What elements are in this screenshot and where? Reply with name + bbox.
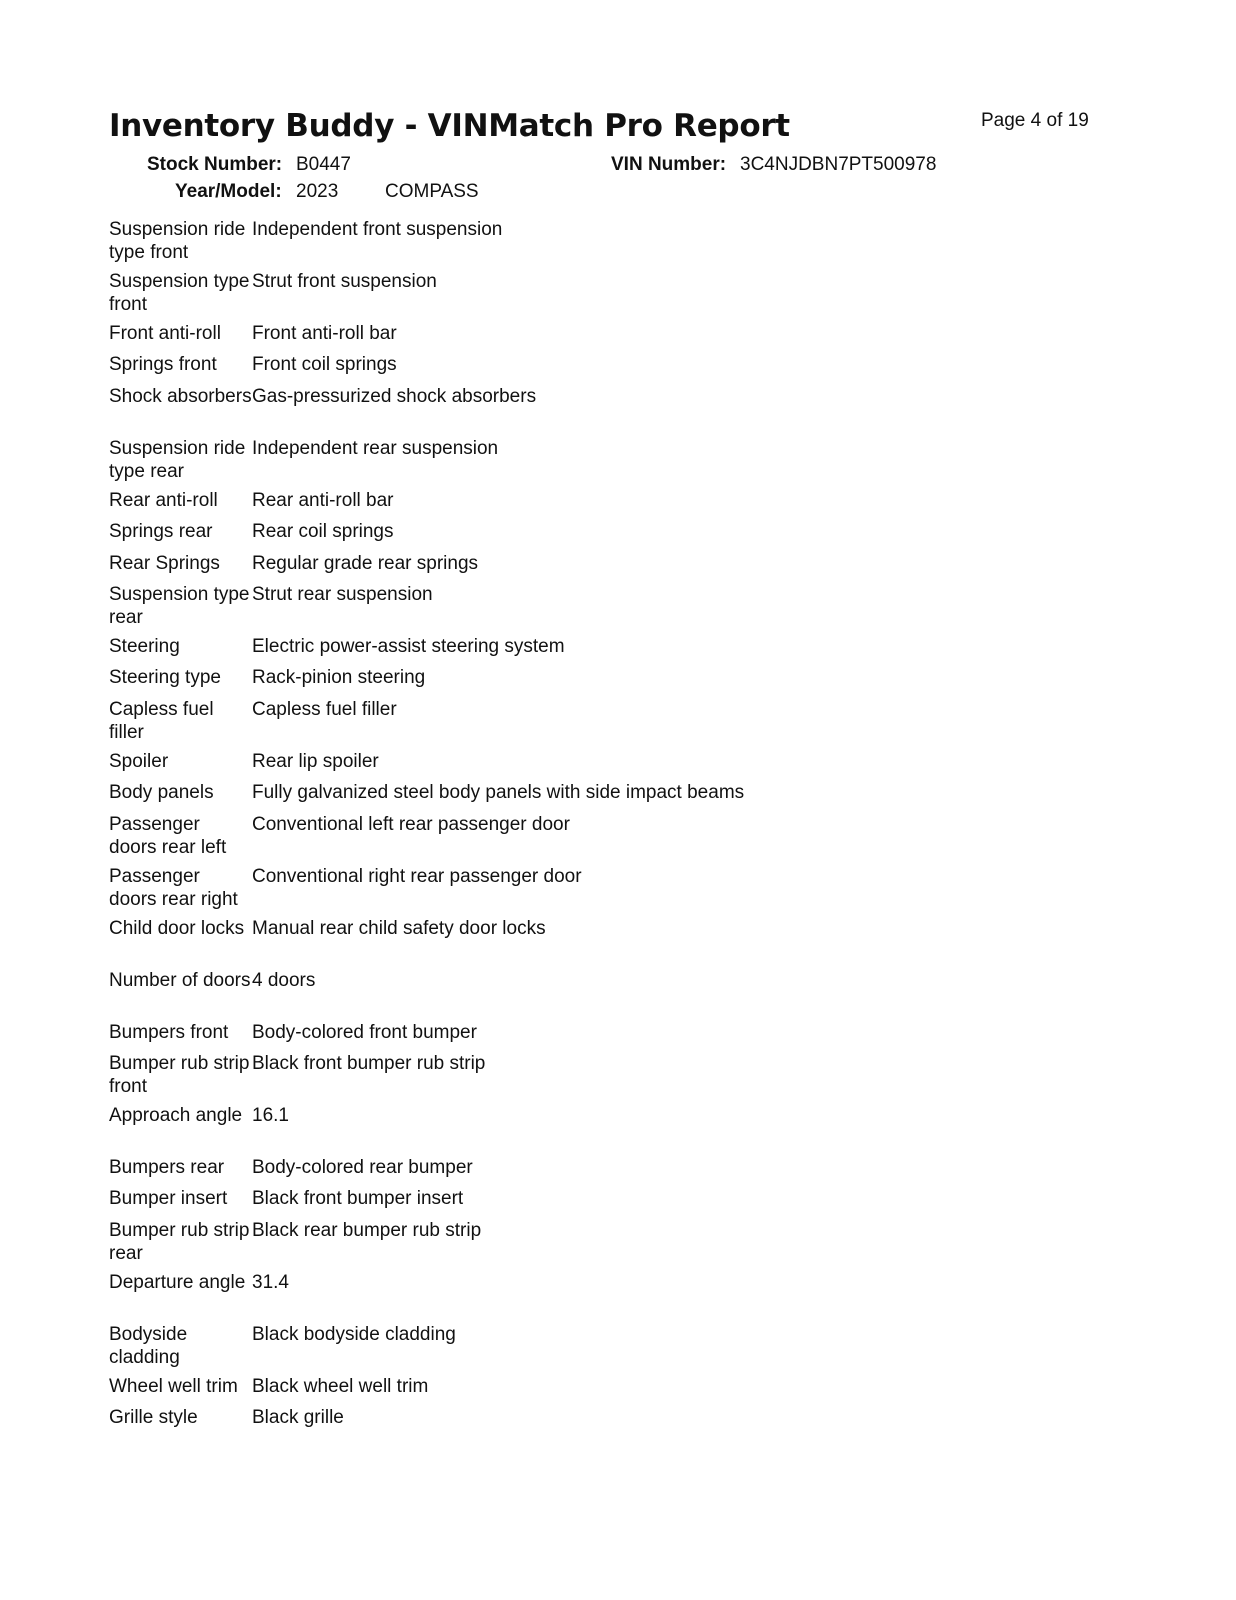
- spec-label: Suspension ride type rear: [109, 437, 246, 482]
- spec-value: Black front bumper rub strip: [252, 1052, 486, 1074]
- spec-row: [109, 781, 869, 812]
- spec-row: [109, 969, 869, 1021]
- spec-label: Springs front: [109, 354, 217, 376]
- spec-row: [109, 218, 869, 270]
- spec-value: Black front bumper insert: [252, 1188, 464, 1210]
- spec-row: [109, 1021, 869, 1052]
- report-title: Inventory Buddy - VINMatch Pro Report: [109, 108, 790, 144]
- spec-value: Front anti-roll bar: [252, 323, 397, 344]
- spec-label: Bodyside cladding: [109, 1323, 188, 1368]
- spec-value: Manual rear child safety door locks: [252, 917, 546, 939]
- vin-number-value: 3C4NJDBN7PT500978: [740, 154, 937, 175]
- spec-row: [109, 353, 869, 384]
- spec-row: [109, 635, 869, 666]
- spec-label: Approach angle: [109, 1104, 243, 1126]
- spec-label: Suspension ride type front: [109, 219, 246, 263]
- spec-row: [109, 1271, 869, 1323]
- spec-label: Bumper insert: [109, 1188, 228, 1210]
- spec-label: Suspension type front: [109, 271, 250, 315]
- spec-row: [109, 385, 869, 437]
- spec-value: Black wheel well trim: [252, 1375, 429, 1397]
- spec-row: [109, 1052, 869, 1104]
- spec-label: Rear anti-roll: [109, 489, 218, 511]
- spec-value: Regular grade rear springs: [252, 552, 479, 574]
- spec-label: Springs rear: [109, 521, 213, 543]
- stock-number-value: B0447: [296, 154, 351, 175]
- spec-value: Electric power-assist steering system: [252, 635, 565, 657]
- spec-value: Independent rear suspension: [252, 437, 499, 459]
- spec-row: [109, 750, 869, 781]
- spec-row: [109, 698, 869, 750]
- spec-row: [109, 1187, 869, 1218]
- spec-row: [109, 270, 869, 322]
- spec-row: [109, 917, 869, 969]
- spec-label: Child door locks: [109, 917, 245, 939]
- spec-row: [109, 1104, 869, 1156]
- spec-row: [109, 813, 869, 865]
- year-model-label: Year/Model:: [175, 181, 282, 202]
- spec-label: Spoiler: [109, 750, 169, 772]
- spec-value: Black grille: [252, 1407, 344, 1429]
- spec-value: Independent front suspension: [252, 219, 503, 240]
- spec-value: Rack-pinion steering: [252, 667, 426, 689]
- spec-label: Steering: [109, 635, 180, 657]
- spec-value: Body-colored front bumper: [252, 1021, 477, 1043]
- spec-label: Capless fuel filler: [109, 698, 214, 743]
- spec-label: Number of doors: [109, 969, 251, 991]
- spec-value: Front coil springs: [252, 354, 397, 376]
- spec-row: [109, 1406, 869, 1437]
- spec-value: 16.1: [252, 1104, 289, 1126]
- spec-row: [109, 437, 869, 489]
- spec-label: Wheel well trim: [109, 1375, 238, 1397]
- spec-value: Fully galvanized steel body panels with side impact beams: [252, 782, 745, 804]
- page-number: Page 4 of 19: [981, 110, 1089, 131]
- spec-label: Bumper rub strip front: [109, 1052, 250, 1097]
- spec-value: Rear anti-roll bar: [252, 489, 394, 511]
- spec-row: [109, 865, 869, 917]
- spec-value: Rear coil springs: [252, 521, 394, 543]
- spec-value: 31.4: [252, 1271, 289, 1293]
- spec-value: Rear lip spoiler: [252, 750, 379, 772]
- spec-row: [109, 520, 869, 551]
- spec-label: Grille style: [109, 1407, 198, 1429]
- spec-label: Bumpers front: [109, 1021, 229, 1043]
- spec-label: Bumpers rear: [109, 1156, 225, 1178]
- spec-label: Passenger doors rear left: [109, 813, 227, 858]
- spec-row: [109, 552, 869, 583]
- spec-value: Black bodyside cladding: [252, 1323, 456, 1345]
- spec-label: Bumper rub strip rear: [109, 1219, 250, 1264]
- year-value: 2023: [296, 181, 339, 202]
- spec-label: Shock absorbers: [109, 385, 252, 407]
- spec-row: [109, 583, 869, 635]
- spec-value: Gas-pressurized shock absorbers: [252, 385, 537, 407]
- spec-row: [109, 1375, 869, 1406]
- spec-row: [109, 1156, 869, 1187]
- spec-value: Capless fuel filler: [252, 698, 397, 720]
- spec-label: Rear Springs: [109, 552, 220, 574]
- spec-list: [109, 218, 869, 1437]
- spec-label: Passenger doors rear right: [109, 865, 238, 910]
- model-value: COMPASS: [385, 181, 479, 202]
- spec-label: Steering type: [109, 667, 221, 689]
- spec-row: [109, 489, 869, 520]
- spec-value: 4 doors: [252, 969, 316, 991]
- spec-value: Strut rear suspension: [252, 583, 433, 605]
- spec-label: Front anti-roll: [109, 323, 221, 344]
- spec-label: Suspension type rear: [109, 583, 250, 628]
- spec-label: Body panels: [109, 782, 214, 804]
- spec-value: Strut front suspension: [252, 271, 437, 292]
- spec-value: Body-colored rear bumper: [252, 1156, 473, 1178]
- vin-number-label: VIN Number:: [611, 154, 727, 175]
- spec-label: Departure angle: [109, 1271, 246, 1293]
- spec-value: Black rear bumper rub strip: [252, 1219, 482, 1241]
- spec-row: [109, 1219, 869, 1271]
- spec-row: [109, 1323, 869, 1375]
- spec-row: [109, 666, 869, 697]
- spec-row: [109, 322, 869, 353]
- stock-number-label: Stock Number:: [147, 154, 283, 175]
- spec-value: Conventional left rear passenger door: [252, 813, 570, 835]
- spec-value: Conventional right rear passenger door: [252, 865, 582, 887]
